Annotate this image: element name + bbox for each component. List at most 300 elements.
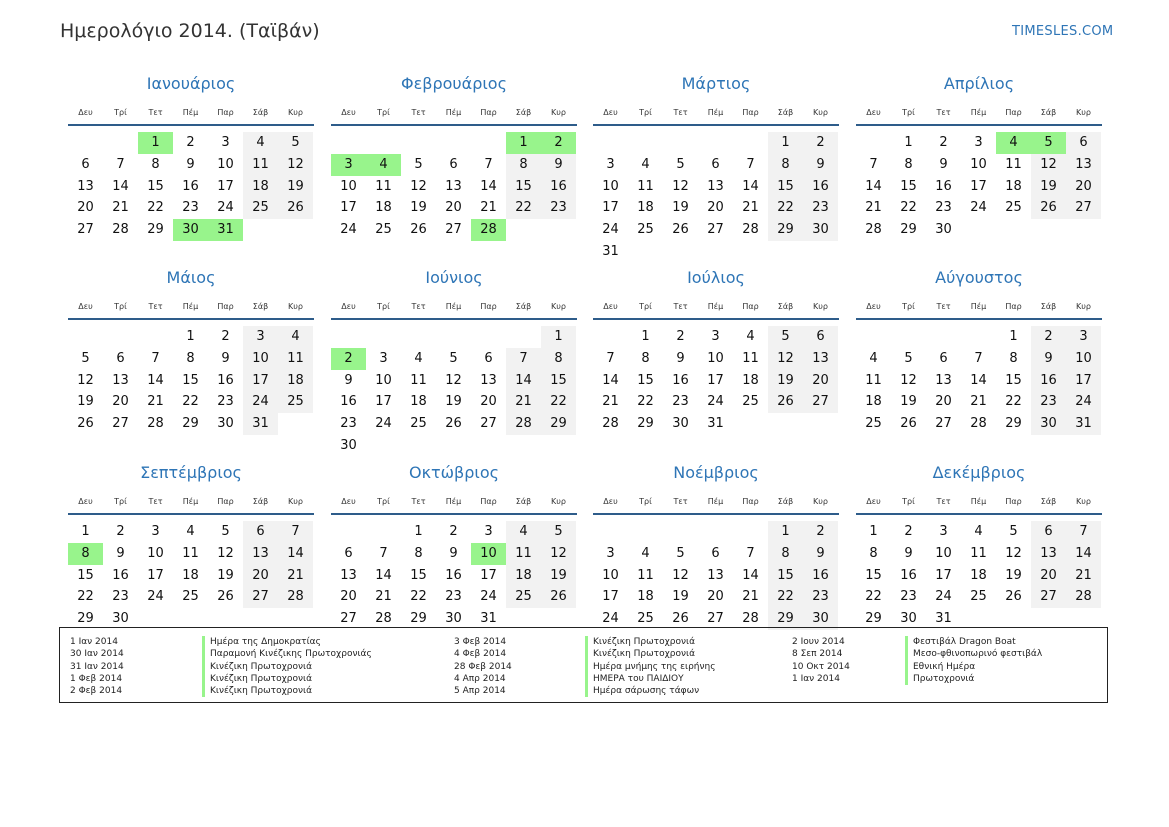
weekday-header bbox=[593, 302, 839, 314]
day-cell: 14 bbox=[278, 543, 313, 565]
day-cell: 24 bbox=[935, 589, 952, 605]
day-cell: 19 bbox=[541, 565, 576, 587]
day-cell: 12 bbox=[445, 372, 462, 388]
weekday-label: Τετ bbox=[411, 302, 426, 311]
weekday-label: Τετ bbox=[936, 302, 951, 311]
day-cell: 12 bbox=[410, 178, 427, 194]
day-cell: 18 bbox=[243, 176, 278, 198]
legend-holiday-name: Κινέζικη Πρωτοχρονιά bbox=[585, 636, 716, 648]
month-block bbox=[68, 268, 314, 448]
day-cell: 16 bbox=[182, 178, 199, 194]
day-cell: 2 bbox=[803, 521, 838, 543]
day-cell: 21 bbox=[112, 200, 129, 216]
day-cell: 24 bbox=[217, 200, 234, 216]
weekday-label: Δευ bbox=[341, 108, 356, 117]
day-cell: 3 bbox=[606, 156, 615, 172]
day-cell: 20 bbox=[803, 370, 838, 392]
legend-date: 30 Ιαν 2014 bbox=[70, 649, 124, 660]
day-cell: 10 bbox=[340, 178, 357, 194]
weekday-label: Σάβ bbox=[252, 108, 269, 117]
weekday-header bbox=[593, 108, 839, 120]
day-cell: 28 bbox=[147, 416, 164, 432]
month-divider bbox=[331, 513, 577, 515]
day-cell: 3 bbox=[221, 135, 230, 150]
day-cell: 1 bbox=[869, 524, 878, 539]
day-cell: 1 bbox=[81, 524, 90, 539]
day-cell: 28 bbox=[865, 222, 882, 238]
day-cell: 4 bbox=[243, 132, 278, 154]
day-cell: 24 bbox=[340, 222, 357, 238]
day-cell: 10 bbox=[602, 567, 619, 583]
day-cell: 26 bbox=[541, 586, 576, 608]
day-cell: 11 bbox=[1005, 156, 1022, 172]
day-cell: 30 bbox=[803, 608, 838, 630]
day-cell: 26 bbox=[445, 416, 462, 432]
day-cell: 16 bbox=[217, 372, 234, 388]
day-cell: 31 bbox=[935, 611, 952, 627]
legend-holiday-name: Παραμονή Κινέζικης Πρωτοχρονιάς bbox=[202, 648, 372, 660]
day-cell: 11 bbox=[637, 178, 654, 194]
day-cell: 18 bbox=[865, 394, 882, 410]
day-cell: 7 bbox=[151, 350, 160, 366]
weekday-label: Τετ bbox=[411, 497, 426, 506]
day-cell: 21 bbox=[506, 391, 541, 413]
weekday-label: Σάβ bbox=[515, 108, 532, 117]
day-cell: 13 bbox=[77, 178, 94, 194]
day-cell: 14 bbox=[1066, 543, 1101, 565]
month-name: Σεπτέμβριος bbox=[140, 463, 242, 482]
day-cell: 8 bbox=[768, 543, 803, 565]
weekday-header bbox=[856, 497, 1102, 509]
day-cell: 24 bbox=[1066, 391, 1101, 413]
weekday-label: Πέμ bbox=[445, 497, 462, 506]
holiday-day-cell: 5 bbox=[1031, 132, 1066, 154]
day-cell: 23 bbox=[900, 589, 917, 605]
day-cell: 28 bbox=[742, 611, 759, 627]
day-cell: 31 bbox=[243, 413, 278, 435]
day-cell: 25 bbox=[278, 391, 313, 413]
day-cell: 8 bbox=[1009, 350, 1018, 366]
day-cell: 23 bbox=[340, 416, 357, 432]
day-cell: 22 bbox=[768, 197, 803, 219]
holiday-day-cell: 4 bbox=[996, 132, 1031, 154]
day-cell: 20 bbox=[1066, 176, 1101, 198]
day-cell: 23 bbox=[803, 197, 838, 219]
weekday-label: Τρί bbox=[639, 497, 652, 506]
day-cell: 23 bbox=[217, 394, 234, 410]
weekday-label: Κυρ bbox=[551, 302, 566, 311]
day-cell: 31 bbox=[602, 244, 619, 259]
month-name: Δεκέμβριος bbox=[932, 463, 1026, 482]
weekday-label: Τρί bbox=[114, 108, 127, 117]
day-cell: 27 bbox=[1031, 586, 1066, 608]
day-cell: 26 bbox=[410, 222, 427, 238]
day-cell: 27 bbox=[243, 586, 278, 608]
day-cell: 18 bbox=[410, 394, 427, 410]
day-cell: 2 bbox=[221, 329, 230, 344]
day-cell: 9 bbox=[116, 545, 125, 561]
day-cell: 13 bbox=[480, 372, 497, 388]
day-cell: 12 bbox=[77, 372, 94, 388]
day-cell: 18 bbox=[637, 589, 654, 605]
day-cell: 12 bbox=[1031, 154, 1066, 176]
day-cell: 22 bbox=[410, 589, 427, 605]
day-cell: 19 bbox=[768, 370, 803, 392]
weekday-label: Κυρ bbox=[288, 108, 303, 117]
weekday-label: Τρί bbox=[114, 497, 127, 506]
day-cell: 27 bbox=[935, 416, 952, 432]
day-cell: 3 bbox=[151, 524, 160, 539]
day-cell: 29 bbox=[77, 611, 94, 627]
day-cell: 9 bbox=[449, 545, 458, 561]
legend-holiday-name: Πρωτοχρονιά bbox=[905, 673, 1042, 685]
day-cell: 20 bbox=[445, 200, 462, 216]
day-cell: 18 bbox=[506, 565, 541, 587]
day-cell: 16 bbox=[803, 565, 838, 587]
day-cell: 26 bbox=[278, 197, 313, 219]
day-cell: 29 bbox=[182, 416, 199, 432]
weekday-label: Τετ bbox=[148, 108, 163, 117]
day-cell: 20 bbox=[1031, 565, 1066, 587]
day-cell: 22 bbox=[182, 394, 199, 410]
day-cell: 28 bbox=[602, 416, 619, 432]
day-cell: 23 bbox=[541, 197, 576, 219]
weekday-label: Πέμ bbox=[445, 108, 462, 117]
weekday-header bbox=[593, 497, 839, 509]
weekday-label: Παρ bbox=[742, 302, 759, 311]
day-cell: 28 bbox=[278, 586, 313, 608]
weekday-label: Κυρ bbox=[813, 108, 828, 117]
day-cell: 13 bbox=[803, 348, 838, 370]
day-cell: 13 bbox=[1031, 543, 1066, 565]
day-cell: 27 bbox=[77, 222, 94, 238]
day-cell: 8 bbox=[869, 545, 878, 561]
day-cell: 19 bbox=[1005, 567, 1022, 583]
day-cell: 22 bbox=[865, 589, 882, 605]
weekday-label: Παρ bbox=[217, 108, 234, 117]
day-cell: 12 bbox=[541, 543, 576, 565]
day-cell: 18 bbox=[970, 567, 987, 583]
day-cell: 23 bbox=[182, 200, 199, 216]
brand-link[interactable]: TIMESLES.COM bbox=[1012, 24, 1114, 39]
day-cell: 1 bbox=[414, 524, 423, 539]
day-cell: 6 bbox=[344, 545, 353, 561]
day-cell: 3 bbox=[1066, 326, 1101, 348]
day-cell: 14 bbox=[480, 178, 497, 194]
day-cell: 5 bbox=[414, 156, 423, 172]
day-cell: 22 bbox=[900, 200, 917, 216]
weekday-label: Σάβ bbox=[777, 302, 794, 311]
month-block bbox=[593, 463, 839, 643]
legend-date: 4 Φεβ 2014 bbox=[454, 649, 507, 660]
day-cell: 20 bbox=[340, 589, 357, 605]
day-cell: 30 bbox=[217, 416, 234, 432]
day-cell: 7 bbox=[746, 156, 755, 172]
day-cell: 4 bbox=[186, 524, 195, 539]
weekday-header bbox=[331, 302, 577, 314]
holiday-day-cell: 4 bbox=[366, 154, 401, 176]
legend-dates-col-3 bbox=[792, 636, 850, 685]
weekday-label: Σάβ bbox=[1040, 108, 1057, 117]
weekday-label: Δευ bbox=[866, 497, 881, 506]
day-cell: 10 bbox=[243, 348, 278, 370]
day-cell: 23 bbox=[1031, 391, 1066, 413]
holiday-day-cell: 1 bbox=[506, 132, 541, 154]
day-cell: 23 bbox=[935, 200, 952, 216]
day-cell: 15 bbox=[182, 372, 199, 388]
day-cell: 13 bbox=[340, 567, 357, 583]
day-cell: 7 bbox=[379, 545, 388, 561]
weekday-label: Τετ bbox=[411, 108, 426, 117]
day-cell: 6 bbox=[711, 156, 720, 172]
day-cell: 21 bbox=[970, 394, 987, 410]
weekday-label: Δευ bbox=[603, 108, 618, 117]
legend-date: 3 Φεβ 2014 bbox=[454, 637, 507, 647]
day-cell: 1 bbox=[541, 326, 576, 348]
day-cell: 17 bbox=[935, 567, 952, 583]
month-block bbox=[68, 74, 314, 254]
day-cell: 3 bbox=[243, 326, 278, 348]
weekday-label: Σάβ bbox=[777, 108, 794, 117]
legend-date: 2 Φεβ 2014 bbox=[70, 686, 123, 697]
day-cell: 8 bbox=[904, 156, 913, 172]
weekday-label: Τρί bbox=[377, 108, 390, 117]
day-cell: 13 bbox=[445, 178, 462, 194]
day-cell: 23 bbox=[112, 589, 129, 605]
day-cell: 5 bbox=[278, 132, 313, 154]
day-cell: 25 bbox=[1005, 200, 1022, 216]
day-cell: 19 bbox=[278, 176, 313, 198]
day-cell: 31 bbox=[707, 416, 724, 432]
day-cell: 8 bbox=[414, 545, 423, 561]
day-cell: 24 bbox=[243, 391, 278, 413]
weekday-header bbox=[856, 108, 1102, 120]
day-cell: 28 bbox=[375, 611, 392, 627]
day-cell: 5 bbox=[541, 521, 576, 543]
day-cell: 27 bbox=[707, 611, 724, 627]
day-cell: 2 bbox=[1031, 326, 1066, 348]
day-cell: 10 bbox=[1066, 348, 1101, 370]
legend-dates-col-1 bbox=[70, 636, 124, 697]
day-cell: 30 bbox=[1031, 413, 1066, 435]
day-cell: 9 bbox=[186, 156, 195, 172]
weekday-label: Σάβ bbox=[1040, 302, 1057, 311]
day-cell: 6 bbox=[1031, 521, 1066, 543]
day-cell: 6 bbox=[1066, 132, 1101, 154]
weekday-label: Τρί bbox=[377, 302, 390, 311]
day-cell: 26 bbox=[1031, 197, 1066, 219]
day-cell: 21 bbox=[865, 200, 882, 216]
day-cell: 3 bbox=[974, 135, 983, 150]
day-cell: 7 bbox=[116, 156, 125, 172]
day-cell: 15 bbox=[506, 176, 541, 198]
day-cell: 9 bbox=[904, 545, 913, 561]
day-cell: 20 bbox=[243, 565, 278, 587]
weekday-label: Κυρ bbox=[551, 497, 566, 506]
day-cell: 26 bbox=[672, 611, 689, 627]
day-cell: 5 bbox=[81, 350, 90, 366]
day-cell: 3 bbox=[939, 524, 948, 539]
day-cell: 8 bbox=[506, 154, 541, 176]
day-cell: 7 bbox=[974, 350, 983, 366]
day-cell: 12 bbox=[768, 348, 803, 370]
day-cell: 4 bbox=[746, 329, 755, 344]
day-cell: 31 bbox=[480, 611, 497, 627]
weekday-label: Παρ bbox=[1005, 108, 1022, 117]
month-block bbox=[856, 74, 1102, 254]
day-cell: 27 bbox=[707, 222, 724, 238]
weekday-label: Τετ bbox=[673, 108, 688, 117]
day-cell: 8 bbox=[768, 154, 803, 176]
day-cell: 3 bbox=[379, 350, 388, 366]
weekday-label: Δευ bbox=[866, 302, 881, 311]
day-cell: 16 bbox=[112, 567, 129, 583]
day-cell: 29 bbox=[768, 608, 803, 630]
day-cell: 24 bbox=[375, 416, 392, 432]
weekday-label: Τρί bbox=[639, 108, 652, 117]
day-cell: 20 bbox=[707, 200, 724, 216]
month-name: Ιούλιος bbox=[687, 268, 745, 287]
day-cell: 1 bbox=[768, 521, 803, 543]
day-cell: 1 bbox=[904, 135, 913, 150]
legend-holiday-name: Κινέζικη Πρωτοχρονιά bbox=[202, 673, 372, 685]
weekday-label: Τετ bbox=[673, 302, 688, 311]
day-cell: 20 bbox=[935, 394, 952, 410]
weekday-header bbox=[68, 108, 314, 120]
legend-date: 28 Φεβ 2014 bbox=[454, 661, 512, 672]
day-cell: 11 bbox=[410, 372, 427, 388]
day-cell: 22 bbox=[1005, 394, 1022, 410]
day-cell: 15 bbox=[147, 178, 164, 194]
day-cell: 13 bbox=[112, 372, 129, 388]
day-cell: 17 bbox=[340, 200, 357, 216]
day-cell: 10 bbox=[217, 156, 234, 172]
legend-holiday-name: Κινέζικη Πρωτοχρονιά bbox=[202, 685, 372, 697]
day-cell: 16 bbox=[340, 394, 357, 410]
day-cell: 24 bbox=[147, 589, 164, 605]
month-divider bbox=[68, 124, 314, 126]
day-cell: 2 bbox=[904, 524, 913, 539]
holiday-day-cell: 2 bbox=[331, 348, 366, 370]
month-divider bbox=[856, 124, 1102, 126]
day-cell: 7 bbox=[484, 156, 493, 172]
weekday-label: Κυρ bbox=[813, 302, 828, 311]
day-cell: 20 bbox=[707, 589, 724, 605]
day-cell: 15 bbox=[77, 567, 94, 583]
day-cell: 30 bbox=[900, 611, 917, 627]
day-cell: 6 bbox=[803, 326, 838, 348]
day-cell: 25 bbox=[865, 416, 882, 432]
month-block bbox=[331, 268, 577, 453]
day-cell: 28 bbox=[506, 413, 541, 435]
day-cell: 2 bbox=[676, 329, 685, 344]
day-cell: 10 bbox=[375, 372, 392, 388]
day-cell: 25 bbox=[243, 197, 278, 219]
day-cell: 13 bbox=[1066, 154, 1101, 176]
day-cell: 14 bbox=[970, 372, 987, 388]
day-cell: 18 bbox=[1005, 178, 1022, 194]
day-cell: 13 bbox=[707, 178, 724, 194]
day-cell: 16 bbox=[445, 567, 462, 583]
weekday-label: Παρ bbox=[217, 497, 234, 506]
weekday-label: Πέμ bbox=[707, 302, 724, 311]
legend-date: 2 Ιουν 2014 bbox=[792, 637, 845, 647]
day-cell: 19 bbox=[1031, 176, 1066, 198]
month-block bbox=[856, 463, 1102, 643]
day-cell: 4 bbox=[869, 350, 878, 366]
day-cell: 7 bbox=[506, 348, 541, 370]
month-name: Αύγουστος bbox=[935, 268, 1023, 287]
weekday-label: Παρ bbox=[1005, 302, 1022, 311]
weekday-label: Πέμ bbox=[970, 497, 987, 506]
month-divider bbox=[593, 318, 839, 320]
day-cell: 8 bbox=[541, 348, 576, 370]
day-cell: 11 bbox=[243, 154, 278, 176]
day-cell: 11 bbox=[637, 567, 654, 583]
day-cell: 21 bbox=[480, 200, 497, 216]
weekday-label: Πέμ bbox=[707, 108, 724, 117]
day-cell: 10 bbox=[602, 178, 619, 194]
day-cell: 22 bbox=[147, 200, 164, 216]
month-name: Ιούνιος bbox=[425, 268, 483, 287]
legend-date: 1 Ιαν 2014 bbox=[70, 637, 118, 647]
day-cell: 17 bbox=[243, 370, 278, 392]
day-cell: 23 bbox=[803, 586, 838, 608]
legend-holiday-name: Εθνική Ημέρα bbox=[905, 661, 1042, 673]
month-block bbox=[856, 268, 1102, 448]
day-cell: 27 bbox=[340, 611, 357, 627]
weekday-label: Τρί bbox=[639, 302, 652, 311]
weekday-label: Παρ bbox=[480, 497, 497, 506]
weekday-label: Παρ bbox=[1005, 497, 1022, 506]
day-cell: 6 bbox=[81, 156, 90, 172]
legend-date: 5 Απρ 2014 bbox=[454, 686, 506, 697]
day-cell: 5 bbox=[676, 156, 685, 172]
day-cell: 19 bbox=[672, 200, 689, 216]
day-cell: 8 bbox=[151, 156, 160, 172]
legend-holiday-name: Ημέρα σάρωσης τάφων bbox=[585, 685, 716, 697]
weekday-label: Πέμ bbox=[707, 497, 724, 506]
day-cell: 16 bbox=[541, 176, 576, 198]
day-cell: 24 bbox=[480, 589, 497, 605]
day-cell: 2 bbox=[116, 524, 125, 539]
day-cell: 28 bbox=[1066, 586, 1101, 608]
day-cell: 20 bbox=[112, 394, 129, 410]
day-cell: 16 bbox=[1031, 370, 1066, 392]
day-cell: 23 bbox=[672, 394, 689, 410]
day-cell: 16 bbox=[935, 178, 952, 194]
day-cell: 5 bbox=[449, 350, 458, 366]
month-divider bbox=[331, 318, 577, 320]
day-cell: 25 bbox=[410, 416, 427, 432]
month-name: Μάρτιος bbox=[681, 74, 751, 93]
weekday-label: Σάβ bbox=[1040, 497, 1057, 506]
day-cell: 21 bbox=[742, 589, 759, 605]
day-cell: 5 bbox=[676, 545, 685, 561]
weekday-label: Σάβ bbox=[515, 302, 532, 311]
weekday-header bbox=[856, 302, 1102, 314]
day-cell: 13 bbox=[707, 567, 724, 583]
day-cell: 9 bbox=[541, 154, 576, 176]
day-cell: 25 bbox=[742, 394, 759, 410]
day-cell: 11 bbox=[278, 348, 313, 370]
weekday-label: Πέμ bbox=[970, 302, 987, 311]
day-cell: 22 bbox=[768, 586, 803, 608]
legend-names-col-1 bbox=[202, 636, 372, 697]
month-block bbox=[68, 463, 314, 643]
day-cell: 22 bbox=[77, 589, 94, 605]
day-cell: 17 bbox=[970, 178, 987, 194]
